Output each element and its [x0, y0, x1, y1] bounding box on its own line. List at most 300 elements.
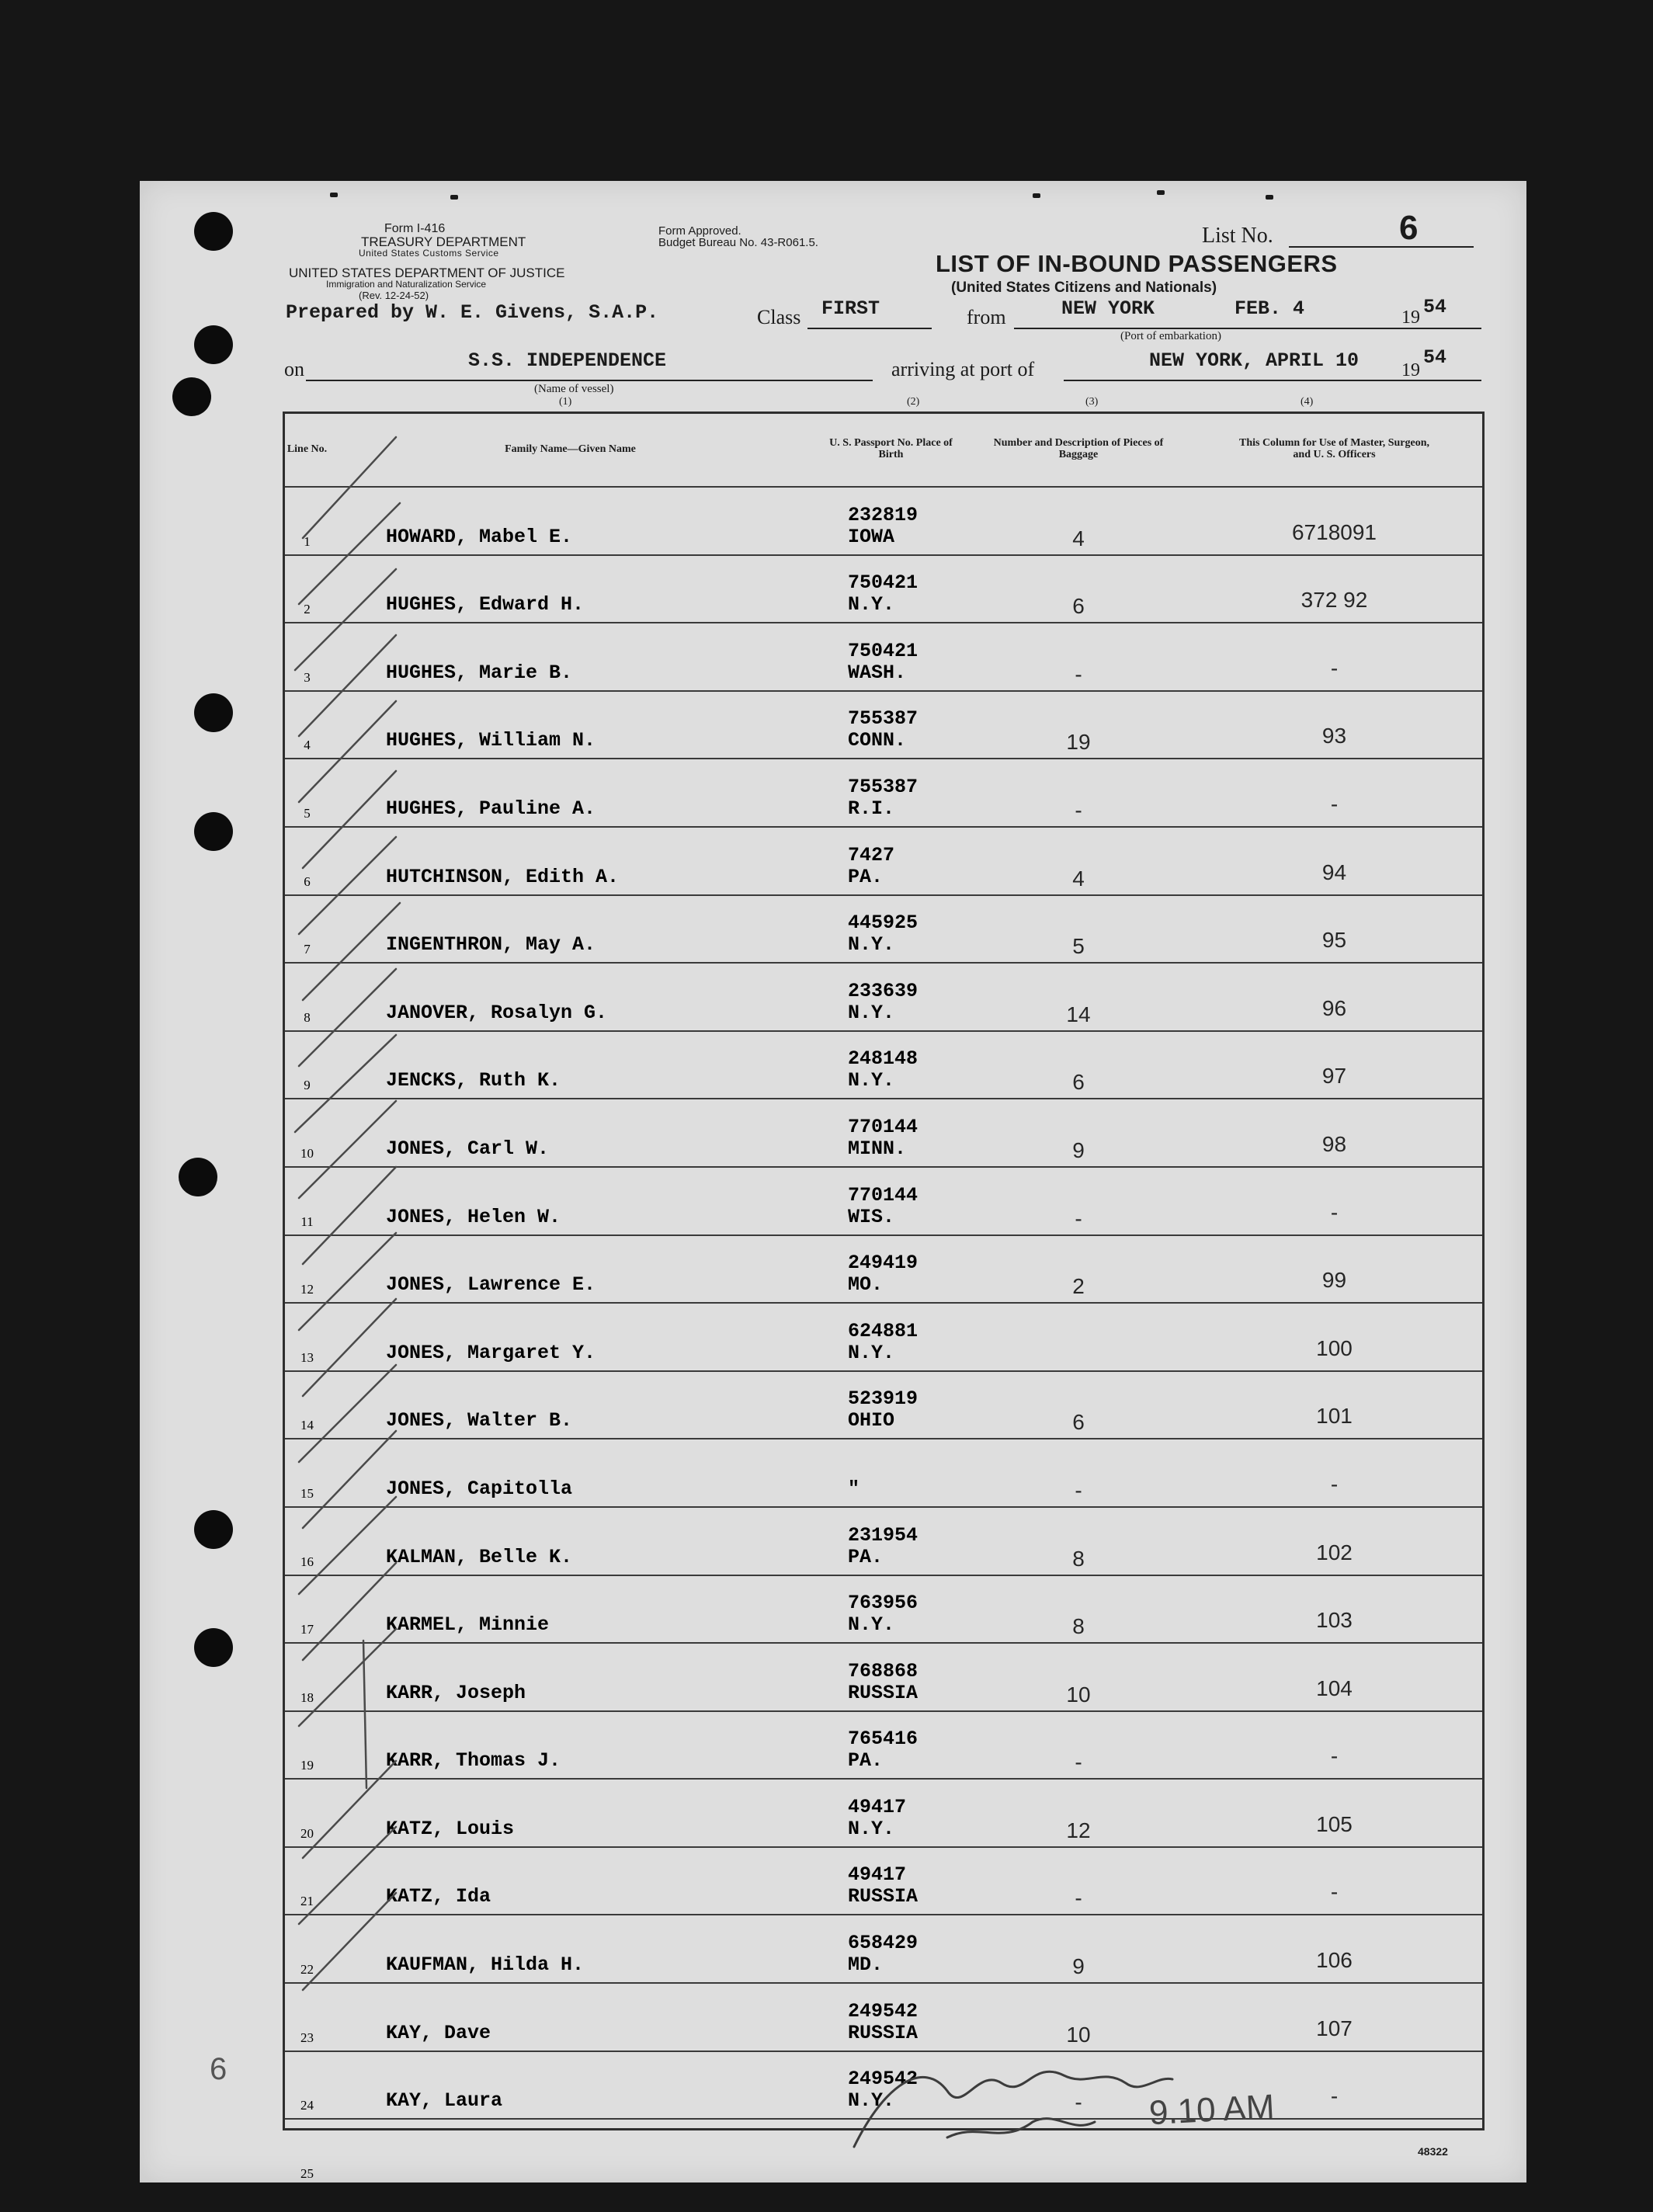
passport-cell [809, 691, 973, 759]
passport-birth [848, 1388, 918, 1432]
baggage-cell [973, 963, 1184, 1031]
passport-birth [848, 1525, 918, 1568]
name-cell [332, 1371, 809, 1439]
officer-cell [1184, 1983, 1485, 2051]
baggage-count: - [1075, 2090, 1082, 2115]
line-number: 18 [300, 1689, 314, 1705]
name-cell [332, 1507, 809, 1575]
officer-cell [1184, 1439, 1485, 1507]
passport-number: 750421 [848, 639, 919, 662]
baggage-count: - [1075, 1886, 1082, 1911]
name-cell [332, 963, 809, 1031]
passport-cell [809, 895, 973, 964]
table-row [283, 1031, 1485, 1099]
place-of-birth: WIS. [848, 1205, 895, 1228]
passenger-name: HOWARD, Mabel E. [386, 525, 573, 548]
passport-number: 523919 [848, 1387, 919, 1411]
list-number: 6 [1399, 209, 1419, 247]
paper-speck [1157, 190, 1165, 195]
place-of-birth: CONN. [848, 729, 907, 752]
officer-cell [1184, 1235, 1485, 1304]
baggage-cell [973, 759, 1184, 827]
passport-birth [848, 2068, 918, 2112]
baggage-count: - [1075, 1206, 1082, 1231]
passenger-name: JANOVER, Rosalyn G. [386, 1001, 608, 1024]
officer-entry: - [1330, 655, 1339, 680]
passport-number: 49417 [848, 1795, 907, 1818]
line-number: 22 [300, 1962, 314, 1978]
passport-birth [848, 572, 918, 616]
line-cell [283, 1575, 332, 1644]
place-of-birth: N.Y. [848, 1069, 895, 1092]
col-number-3: (3) [1085, 396, 1099, 408]
passenger-name: JONES, Carl W. [386, 1137, 550, 1160]
officer-entry: 99 [1321, 1268, 1347, 1293]
officer-entry: 6718091 [1291, 519, 1377, 544]
form-subtitle: (United States Citizens and Nationals) [951, 280, 1217, 296]
passport-birth [848, 1321, 918, 1364]
table-row [283, 1643, 1485, 1711]
passport-birth [848, 1728, 918, 1772]
line-number: 14 [300, 1418, 314, 1433]
passport-cell [809, 1779, 973, 1847]
passenger-name: JONES, Lawrence E. [386, 1273, 596, 1297]
officer-cell [1184, 1303, 1485, 1371]
name-cell [332, 1439, 809, 1507]
officer-cell [1184, 691, 1485, 759]
place-of-birth: MD. [848, 1953, 884, 1977]
col-header-officers: This Column for Use of Master, Surgeon, and U. S. Officers [1238, 437, 1429, 460]
passport-number: 763956 [848, 1592, 919, 1615]
name-cell [332, 1711, 809, 1780]
baggage-cell [973, 691, 1184, 759]
passport-cell [809, 963, 973, 1031]
form-page [140, 181, 1526, 2182]
officer-entry: 107 [1316, 2016, 1353, 2040]
passport-cell [809, 1507, 973, 1575]
officer-entry: 105 [1316, 1811, 1353, 1836]
binder-hole [194, 1628, 233, 1667]
baggage-cell [973, 1507, 1184, 1575]
class-line [807, 328, 932, 329]
passport-birth [848, 1252, 918, 1296]
name-cell [332, 827, 809, 895]
line-cell [283, 1303, 332, 1371]
table-row [283, 895, 1485, 964]
passenger-table [283, 411, 1485, 2186]
table-row [283, 1779, 1485, 1847]
line-number: 13 [300, 1349, 314, 1365]
passport-cell [809, 487, 973, 555]
passport-cell [809, 1915, 973, 1983]
table-row [283, 487, 1485, 555]
col-header-baggage: Number and Description of Pieces of Baggage [993, 437, 1164, 460]
name-cell [332, 895, 809, 964]
signature-date: 9.10 AM [1148, 2087, 1276, 2133]
passport-birth [848, 845, 894, 888]
ins-name: Immigration and Naturalization Service [326, 279, 487, 290]
officer-entry: 104 [1316, 1675, 1353, 1700]
line-number: 23 [300, 2030, 314, 2045]
passport-number: 750421 [848, 571, 919, 595]
on-label: on [284, 358, 304, 380]
arriving-label: arriving at port of [891, 358, 1035, 380]
table-row [283, 623, 1485, 691]
from-label: from [967, 306, 1006, 328]
name-cell [332, 1303, 809, 1371]
passenger-name: JONES, Margaret Y. [386, 1341, 596, 1364]
name-cell [332, 487, 809, 555]
officer-entry: 102 [1316, 1540, 1353, 1564]
passport-birth [848, 1048, 918, 1092]
passport-number: 770144 [848, 1115, 919, 1138]
passenger-name: HUGHES, Pauline A. [386, 797, 596, 820]
table-row [283, 1575, 1485, 1644]
passport-cell [809, 1847, 973, 1915]
place-of-birth: RUSSIA [848, 1885, 919, 1908]
col-number-2: (2) [907, 396, 920, 408]
col-header-name: Family Name—Given Name [505, 443, 636, 455]
baggage-cell [973, 1031, 1184, 1099]
passport-birth [848, 1932, 918, 1976]
place-of-birth: PA. [848, 1545, 884, 1568]
passenger-name: KAY, Laura [386, 2089, 503, 2113]
baggage-count: - [1075, 797, 1082, 822]
baggage-cell [973, 623, 1184, 691]
baggage-count: 4 [1072, 866, 1085, 891]
name-cell [332, 1031, 809, 1099]
list-no-label: List No. [1202, 224, 1273, 248]
baggage-count: 14 [1066, 1002, 1091, 1026]
table-row [283, 691, 1485, 759]
table-row [283, 963, 1485, 1031]
binder-hole [194, 812, 233, 851]
officer-entry: 94 [1321, 859, 1347, 884]
baggage-count: 6 [1072, 1410, 1085, 1435]
passport-number: 231954 [848, 1523, 919, 1547]
passenger-name: KATZ, Louis [386, 1817, 515, 1840]
col-header-line: Line No. [286, 443, 328, 455]
passenger-name: HUTCHINSON, Edith A. [386, 865, 620, 888]
passport-birth [848, 641, 918, 684]
passenger-name: HUGHES, William N. [386, 729, 596, 752]
line-cell [283, 1711, 332, 1780]
department-name: TREASURY DEPARTMENT [361, 234, 526, 249]
baggage-cell [973, 1575, 1184, 1644]
line-cell [283, 1915, 332, 1983]
line-cell [283, 1031, 332, 1099]
baggage-count: - [1075, 1750, 1082, 1775]
table-row [283, 1235, 1485, 1304]
place-of-birth: MINN. [848, 1137, 907, 1160]
line-cell [283, 1779, 332, 1847]
paper-speck [330, 193, 338, 197]
passport-cell [809, 2119, 973, 2186]
name-cell [332, 1235, 809, 1304]
line-cell [283, 1235, 332, 1304]
line-cell [283, 623, 332, 691]
baggage-cell [973, 1643, 1184, 1711]
line-cell [283, 963, 332, 1031]
line-number: 7 [304, 942, 311, 957]
passport-cell [809, 1167, 973, 1235]
table-row [283, 1303, 1485, 1371]
passport-number: 249542 [848, 1999, 919, 2023]
line-number: 21 [300, 1894, 314, 1909]
passport-cell [809, 1371, 973, 1439]
officer-cell [1184, 1779, 1485, 1847]
line-cell [283, 1983, 332, 2051]
passenger-name: JONES, Helen W. [386, 1205, 561, 1228]
baggage-cell [973, 1847, 1184, 1915]
officer-cell [1184, 1099, 1485, 1167]
passport-number: 248148 [848, 1047, 919, 1071]
line-cell [283, 1371, 332, 1439]
table-row [283, 2051, 1485, 2120]
place-of-birth: WASH. [848, 661, 907, 684]
baggage-cell [973, 1371, 1184, 1439]
line-number: 10 [300, 1145, 314, 1161]
passport-number: 755387 [848, 707, 919, 731]
table-row [283, 1983, 1485, 2051]
officer-entry: - [1330, 1744, 1339, 1769]
passport-birth [848, 1185, 918, 1228]
name-cell [332, 759, 809, 827]
officer-entry: 101 [1316, 1404, 1353, 1429]
passenger-name: KAY, Dave [386, 2021, 491, 2044]
line-cell [283, 2051, 332, 2120]
prepared-by: Prepared by W. E. Givens, S.A.P. [286, 301, 659, 324]
embark-caption: (Port of embarkation) [1120, 330, 1221, 342]
baggage-count: 2 [1072, 1274, 1085, 1299]
vessel-line [306, 380, 873, 381]
passport-number: 624881 [848, 1319, 919, 1342]
baggage-cell [973, 1983, 1184, 2051]
passport-number: 249419 [848, 1252, 919, 1275]
place-of-birth: PA. [848, 1749, 884, 1773]
passenger-name: KALMAN, Belle K. [386, 1545, 573, 1568]
passport-number: 249542 [848, 2068, 919, 2091]
officer-cell [1184, 827, 1485, 895]
officer-entry: 106 [1316, 1948, 1353, 1973]
passport-birth [848, 981, 918, 1024]
baggage-count: - [1075, 662, 1082, 686]
place-of-birth: RUSSIA [848, 1681, 919, 1704]
paper-speck [1266, 195, 1273, 200]
passenger-name: JENCKS, Ruth K. [386, 1069, 561, 1092]
place-of-birth: PA. [848, 865, 884, 888]
baggage-cell [973, 1711, 1184, 1780]
baggage-cell [973, 1779, 1184, 1847]
departure-date: FEB. 4 [1235, 297, 1305, 320]
col-number-1: (1) [559, 396, 572, 408]
officer-cell [1184, 759, 1485, 827]
passport-number: 445925 [848, 912, 919, 935]
baggage-cell [973, 1303, 1184, 1371]
name-cell [332, 2051, 809, 2120]
binder-hole [194, 693, 233, 732]
passport-number: " [848, 1477, 860, 1500]
passenger-name: KARR, Thomas J. [386, 1749, 561, 1773]
line-cell [283, 1099, 332, 1167]
table-row [283, 1167, 1485, 1235]
departure-year-prefix: 19 [1401, 307, 1420, 328]
baggage-count: 8 [1072, 1614, 1085, 1639]
passport-cell [809, 555, 973, 623]
officer-cell [1184, 487, 1485, 555]
form-number: Form I-416 [384, 222, 446, 235]
baggage-count: 6 [1072, 1070, 1085, 1095]
name-cell [332, 2119, 809, 2186]
line-number: 3 [304, 669, 311, 685]
table-row [283, 1847, 1485, 1915]
line-number: 5 [304, 805, 311, 821]
officer-entry: - [1330, 2084, 1339, 2109]
list-no-line [1289, 246, 1474, 248]
baggage-count: 12 [1066, 1818, 1091, 1842]
baggage-cell [973, 827, 1184, 895]
passport-cell [809, 1439, 973, 1507]
baggage-count: 4 [1072, 526, 1085, 550]
passport-number: 755387 [848, 775, 919, 798]
baggage-cell [973, 895, 1184, 964]
place-of-birth: N.Y. [848, 1001, 895, 1024]
officer-entry: - [1330, 1200, 1339, 1224]
passport-cell [809, 623, 973, 691]
officer-cell [1184, 555, 1485, 623]
budget-bureau: Budget Bureau No. 43-R061.5. [658, 236, 818, 249]
passenger-name: JONES, Capitolla [386, 1477, 573, 1500]
line-number: 11 [300, 1214, 314, 1229]
officer-cell [1184, 1915, 1485, 1983]
line-cell [283, 691, 332, 759]
table-row [283, 555, 1485, 623]
passport-cell [809, 1303, 973, 1371]
officer-cell [1184, 963, 1485, 1031]
place-of-birth: MO. [848, 1273, 884, 1297]
line-number: 12 [300, 1282, 314, 1297]
baggage-cell [973, 1439, 1184, 1507]
passport-cell [809, 1711, 973, 1780]
baggage-count: 6 [1072, 594, 1085, 619]
line-number: 4 [304, 738, 311, 753]
binder-hole [179, 1158, 217, 1196]
baggage-cell [973, 555, 1184, 623]
place-of-birth: N.Y. [848, 593, 895, 616]
passport-birth [848, 1661, 918, 1704]
passenger-name: KATZ, Ida [386, 1885, 491, 1908]
passport-number: 770144 [848, 1183, 919, 1207]
baggage-count: 9 [1072, 1954, 1085, 1979]
officer-entry: 103 [1316, 1608, 1353, 1633]
name-cell [332, 1167, 809, 1235]
passport-number: 233639 [848, 979, 919, 1002]
line-cell [283, 555, 332, 623]
place-of-birth: N.Y. [848, 2089, 895, 2113]
passport-birth [848, 1478, 859, 1500]
officer-cell [1184, 1847, 1485, 1915]
place-of-birth: IOWA [848, 525, 895, 548]
officer-cell [1184, 1031, 1485, 1099]
baggage-cell [973, 487, 1184, 555]
vessel-caption: (Name of vessel) [534, 383, 614, 395]
line-cell [283, 895, 332, 964]
table-header-row [283, 411, 1485, 487]
officer-cell [1184, 1371, 1485, 1439]
passport-cell [809, 1235, 973, 1304]
passport-number: 7427 [848, 843, 895, 866]
officer-entry: 93 [1321, 724, 1347, 748]
passport-birth [848, 505, 918, 548]
passport-number: 765416 [848, 1728, 919, 1751]
place-of-birth: N.Y. [848, 933, 895, 957]
binder-hole [194, 1510, 233, 1549]
passport-cell [809, 1099, 973, 1167]
class-value: FIRST [821, 297, 880, 320]
table-row [283, 1371, 1485, 1439]
baggage-count: 8 [1072, 1546, 1085, 1571]
name-cell [332, 623, 809, 691]
baggage-cell [973, 1915, 1184, 1983]
margin-mark: 6 [210, 2052, 227, 2086]
line-number: 9 [304, 1078, 311, 1093]
officer-cell [1184, 1643, 1485, 1711]
place-of-birth: N.Y. [848, 1613, 895, 1637]
binder-hole [194, 325, 233, 364]
passport-birth [848, 1864, 918, 1908]
passport-cell [809, 1575, 973, 1644]
arrival-year: 54 [1423, 346, 1447, 369]
officer-cell [1184, 895, 1485, 964]
name-cell [332, 1779, 809, 1847]
line-cell [283, 759, 332, 827]
passport-cell [809, 1031, 973, 1099]
baggage-count: 5 [1072, 934, 1085, 959]
name-cell [332, 555, 809, 623]
arrival-year-prefix: 19 [1401, 360, 1420, 380]
place-of-birth: N.Y. [848, 1341, 895, 1364]
name-cell [332, 1575, 809, 1644]
passport-birth [848, 1592, 918, 1636]
line-cell [283, 2119, 332, 2186]
passport-birth [848, 912, 918, 956]
justice-department: UNITED STATES DEPARTMENT OF JUSTICE [289, 266, 565, 280]
passport-number: 658429 [848, 1932, 919, 1955]
baggage-cell [973, 1099, 1184, 1167]
passport-cell [809, 1643, 973, 1711]
passport-cell [809, 827, 973, 895]
form-approved: Form Approved. [658, 224, 741, 238]
table-row [283, 1439, 1485, 1507]
line-cell [283, 827, 332, 895]
officer-entry: 98 [1321, 1131, 1347, 1156]
col-number-4: (4) [1301, 396, 1314, 408]
name-cell [332, 1643, 809, 1711]
passenger-name: KARR, Joseph [386, 1681, 526, 1704]
passport-number: 232819 [848, 503, 919, 526]
table-row [283, 1099, 1485, 1167]
print-code: 48322 [1418, 2145, 1448, 2158]
binder-hole [172, 377, 211, 416]
table-row [283, 827, 1485, 895]
passenger-name: HUGHES, Marie B. [386, 661, 573, 684]
name-cell [332, 1847, 809, 1915]
passport-birth [848, 1797, 906, 1840]
table-row [283, 1507, 1485, 1575]
line-cell [283, 1167, 332, 1235]
name-cell [332, 1915, 809, 1983]
officer-entry: - [1330, 1880, 1339, 1905]
